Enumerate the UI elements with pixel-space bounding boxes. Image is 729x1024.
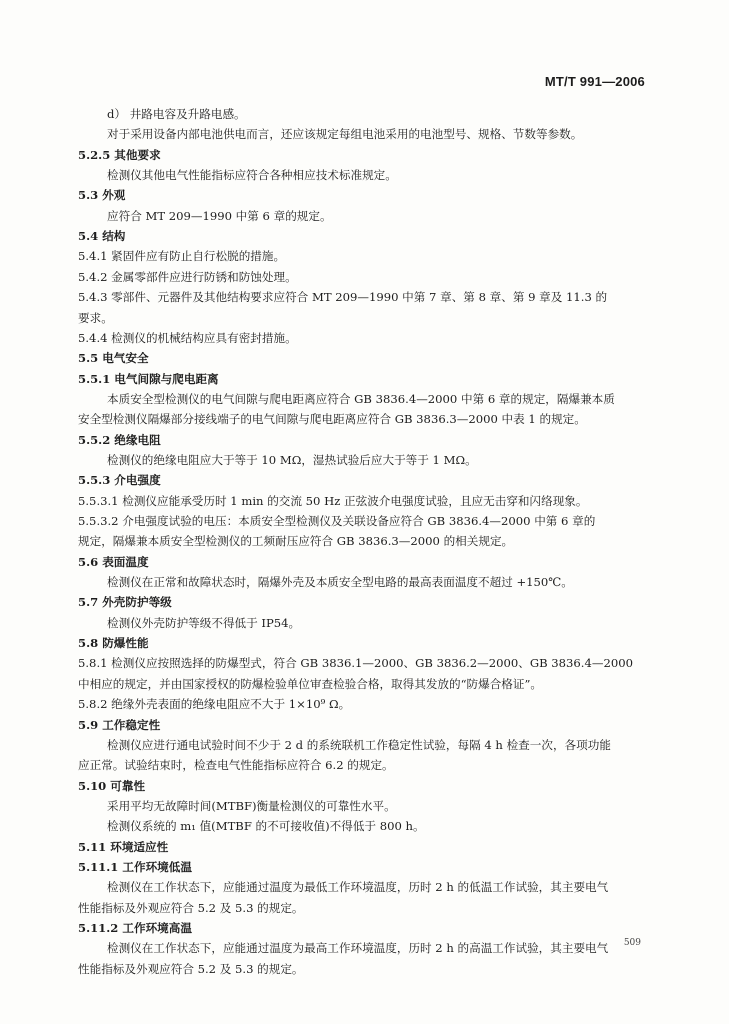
paragraph-line: 检测仪系统的 m₁ 值(MTBF 的不可接收值)不得低于 800 h。 <box>107 819 425 834</box>
section-heading: 5.2.5 其他要求 <box>78 147 161 162</box>
paragraph-line: 5.4.4 检测仪的机械结构应具有密封措施。 <box>78 330 297 345</box>
section-heading: 5.11 环境适应性 <box>78 839 169 854</box>
section-heading: 5.11.1 工作环境低温 <box>78 859 192 874</box>
section-heading: 5.5.1 电气间隙与爬电距离 <box>78 371 219 386</box>
paragraph-line: 要求。 <box>78 310 113 325</box>
page-number: 509 <box>623 938 641 948</box>
paragraph-line: 检测仪在工作状态下，应能通过温度为最低工作环境温度，历时 2 h 的低温工作试验，其主要电气 <box>107 880 609 895</box>
paragraph-line: 应正常。试验结束时，检查电气性能指标应符合 6.2 的规定。 <box>78 758 394 773</box>
section-heading: 5.7 外壳防护等级 <box>78 595 172 610</box>
paragraph-line: 规定，隔爆兼本质安全型检测仪的工频耐压应符合 GB 3836.3—2000 的相关规定。 <box>78 534 514 549</box>
section-heading: 5.8 防爆性能 <box>78 636 149 651</box>
paragraph-line: 本质安全型检测仪的电气间隙与爬电距离应符合 GB 3836.4—2000 中第 6 章的规定，隔爆兼本质 <box>107 391 615 406</box>
paragraph-line: 检测仪的绝缘电阻应大于等于 10 MΩ，湿热试验后应大于等于 1 MΩ。 <box>107 452 477 467</box>
paragraph-line: 5.4.1 紧固件应有防止自行松脱的措施。 <box>78 249 286 264</box>
paragraph-line: 检测仪在正常和故障状态时，隔爆外壳及本质安全型电路的最高表面温度不超过 +150℃。 <box>107 575 573 590</box>
paragraph-line: 检测仪应进行通电试验时间不少于 2 d 的系统联机工作稳定性试验，每隔 4 h 检查一次，各项功能 <box>107 737 611 752</box>
section-heading: 5.4 结构 <box>78 229 126 244</box>
section-heading: 5.3 外观 <box>78 188 126 203</box>
standard-code-header: MT/T 991—2006 <box>544 74 645 89</box>
paragraph-line: 5.4.3 零部件、元器件及其他结构要求应符合 MT 209—1990 中第 7 章、第 8 章、第 9 章及 11.3 的 <box>78 290 608 305</box>
paragraph-line: 安全型检测仪隔爆部分接线端子的电气间隙与爬电距离应符合 GB 3836.3—2000 中表 1 的规定。 <box>78 412 586 427</box>
section-heading: 5.9 工作稳定性 <box>78 717 161 732</box>
paragraph-line: 中相应的规定，并由国家授权的防爆检验单位审查检验合格，取得其发放的“防爆合格证”。 <box>78 676 543 691</box>
paragraph-line: 5.8.1 检测仪应按照选择的防爆型式，符合 GB 3836.1—2000、GB 3836.2—2000、GB 3836.4—2000 <box>78 656 633 671</box>
paragraph-line: 对于采用设备内部电池供电而言，还应该规定每组电池采用的电池型号、规格、节数等参数。 <box>107 127 583 142</box>
section-heading: 5.10 可靠性 <box>78 778 146 793</box>
paragraph-line: 采用平均无故障时间(MTBF)衡量检测仪的可靠性水平。 <box>107 798 396 813</box>
paragraph-line: 5.5.3.1 检测仪应能承受历时 1 min 的交流 50 Hz 正弦波介电强度试验，且应无击穿和闪络现象。 <box>78 493 588 508</box>
paragraph-line: 检测仪在工作状态下，应能通过温度为最高工作环境温度，历时 2 h 的高温工作试验，其主要电气 <box>107 941 609 956</box>
paragraph-line: 5.5.3.2 介电强度试验的电压：本质安全型检测仪及关联设备应符合 GB 3836.4—2000 中第 6 章的 <box>78 514 596 528</box>
section-heading: 5.11.2 工作环境高温 <box>78 921 192 935</box>
section-heading: 5.5 电气安全 <box>78 351 149 366</box>
paragraph-line: 5.8.2 绝缘外壳表面的绝缘电阻应不大于 1×10⁹ Ω。 <box>78 697 351 712</box>
section-heading: 5.5.2 绝缘电阻 <box>78 432 161 447</box>
paragraph-line: 性能指标及外观应符合 5.2 及 5.3 的规定。 <box>78 961 304 976</box>
paragraph-line: 应符合 MT 209—1990 中第 6 章的规定。 <box>107 208 332 223</box>
section-heading: 5.5.3 介电强度 <box>78 473 161 488</box>
paragraph-line: d） 井路电容及升路电感。 <box>107 107 246 121</box>
section-heading: 5.6 表面温度 <box>78 554 149 569</box>
paragraph-line: 检测仪其他电气性能指标应符合各种相应技术标准规定。 <box>107 168 397 183</box>
paragraph-line: 性能指标及外观应符合 5.2 及 5.3 的规定。 <box>78 900 304 915</box>
paragraph-line: 5.4.2 金属零部件应进行防锈和防蚀处理。 <box>78 269 297 284</box>
paragraph-line: 检测仪外壳防护等级不得低于 IP54。 <box>107 615 301 630</box>
